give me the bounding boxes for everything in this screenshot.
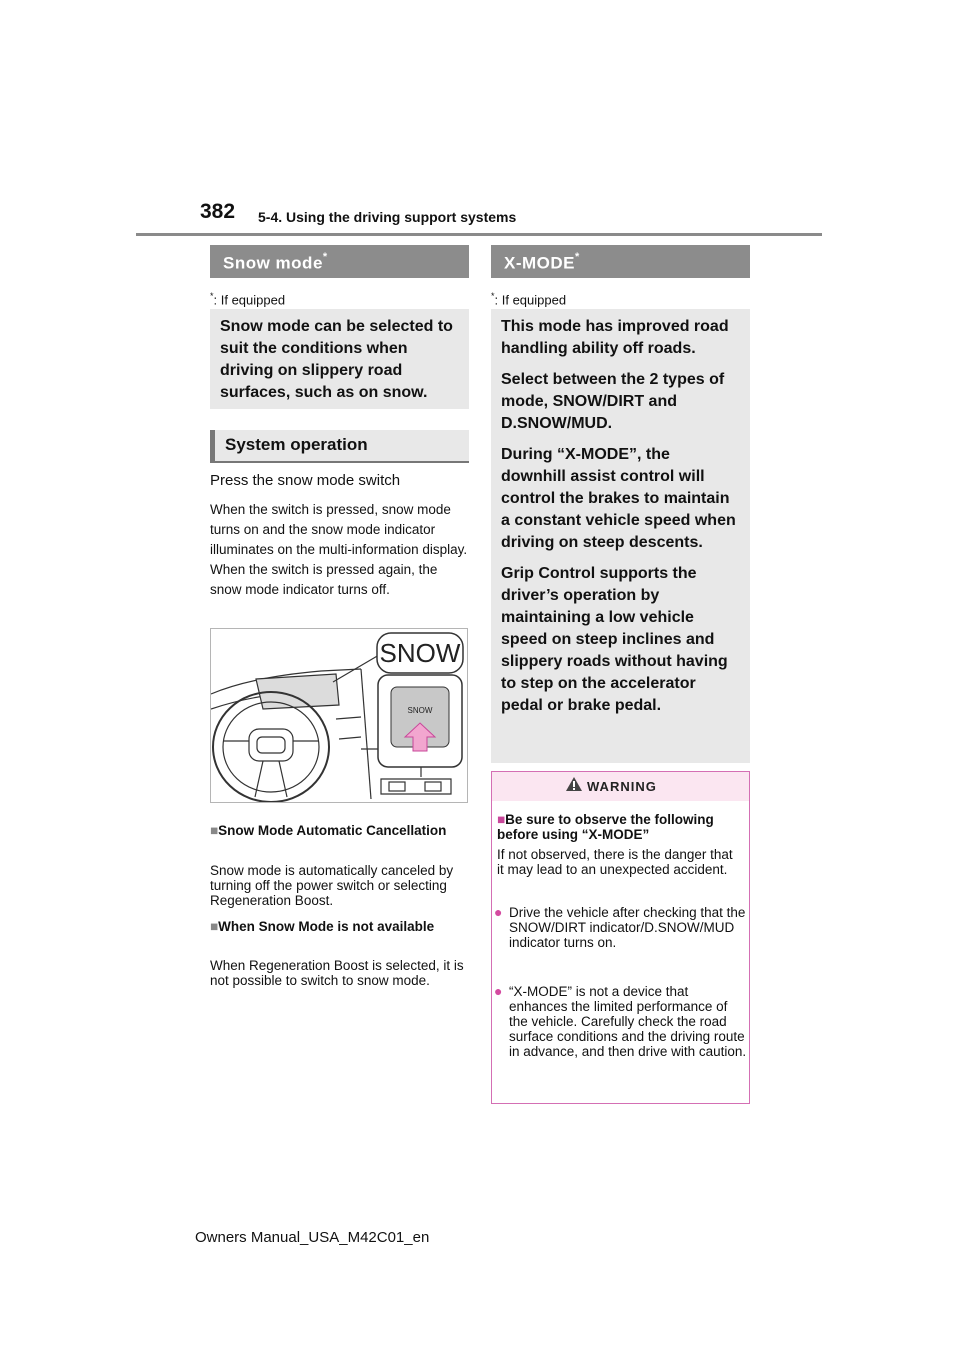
not-available-heading — [210, 919, 468, 934]
square-bullet-icon: ■ — [210, 823, 219, 838]
auto-cancel-heading-text: Snow Mode Automatic Cancellation — [218, 823, 447, 838]
dashboard-drawing — [211, 629, 467, 802]
warning-bullet-text: Drive the vehicle after checking that the SNOW/DIRT indicator/D.SNOW/MUD indicator turns on. — [509, 905, 746, 950]
x-mode-heading — [491, 245, 750, 278]
warning-subheading — [497, 812, 742, 842]
snow-equipped-note — [210, 291, 285, 307]
page-number: 382 — [200, 200, 236, 223]
press-switch-heading: Press the snow mode switch — [210, 472, 401, 489]
warning-triangle-icon — [565, 776, 583, 792]
x-mode-summary-paragraph: During “X-MODE”, the downhill assist control will control the brakes to maintain a constant vehicle speed when driving on steep descents. — [501, 446, 736, 551]
section-title: 5-4. Using the driving support systems — [258, 209, 517, 225]
snow-summary-box — [210, 309, 469, 409]
snow-switch-label: SNOW — [407, 706, 433, 715]
warning-bullet-text: “X-MODE” is not a device that enhances the limited performance of the vehicle. Carefully check the road surface conditions and the driving route in advance, and then drive with caution. — [509, 984, 747, 1059]
x-mode-summary-box — [491, 309, 750, 763]
x-mode-title-mark: * — [575, 251, 580, 263]
x-mode-equipped-text: : If equipped — [494, 292, 567, 308]
warning-intro: If not observed, there is the danger that it may lead to an unexpected accident. — [497, 847, 733, 877]
x-mode-equipped-note — [491, 291, 566, 307]
system-operation-heading: System operation — [210, 430, 469, 463]
snow-equipped-text: : If equipped — [213, 292, 286, 308]
x-mode-summary-paragraph: Select between the 2 types of mode, SNOW/DIRT and D.SNOW/MUD. — [501, 371, 725, 432]
square-bullet-icon: ■ — [210, 919, 219, 934]
x-mode-summary-paragraph: This mode has improved road handling ability off roads. — [501, 318, 729, 357]
snow-callout-large-label: SNOW — [379, 638, 461, 668]
snow-mode-title-mark: * — [322, 251, 328, 263]
press-switch-body: When the switch is pressed, snow mode turns on and the snow mode indicator illuminates on the multi-information display. When the switch is pressed again, the snow mode indicator turns off. — [210, 502, 468, 597]
bullet-dot-icon: ● — [494, 983, 503, 999]
x-mode-equipped-mark: * — [491, 291, 495, 301]
x-mode-summary-paragraph: Grip Control supports the driver’s operation by maintaining a low vehicle speed on steep inclines and slippery roads without having to step on the accelerator pedal or brake pedal. — [501, 565, 728, 714]
snow-mode-heading — [210, 245, 469, 278]
snow-mode-title: Snow mode — [223, 253, 323, 273]
bullet-dot-icon: ● — [494, 904, 503, 920]
warning-bullet — [494, 983, 749, 1059]
warning-title: WARNING — [587, 779, 657, 794]
warning-subheading-text: Be sure to observe the following before using “X-MODE” — [497, 812, 714, 842]
auto-cancel-body: Snow mode is automatically canceled by turning off the power switch or selecting Regeneration Boost. — [210, 863, 454, 908]
square-bullet-icon: ■ — [497, 812, 506, 827]
x-mode-title: X-MODE — [504, 253, 575, 273]
not-available-heading-text: When Snow Mode is not available — [218, 919, 435, 934]
warning-bullet — [494, 904, 749, 950]
auto-cancel-heading — [210, 823, 468, 838]
snow-summary-text: Snow mode can be selected to suit the conditions when driving on slippery road surfaces, such as on snow. — [220, 318, 453, 401]
header-rule — [136, 233, 822, 236]
footer-doc-id: Owners Manual_USA_M42C01_en — [195, 1229, 430, 1246]
snow-switch-illustration — [210, 628, 468, 803]
not-available-body: When Regeneration Boost is selected, it is not possible to switch to snow mode. — [210, 958, 464, 988]
snow-equipped-mark: * — [210, 291, 214, 301]
